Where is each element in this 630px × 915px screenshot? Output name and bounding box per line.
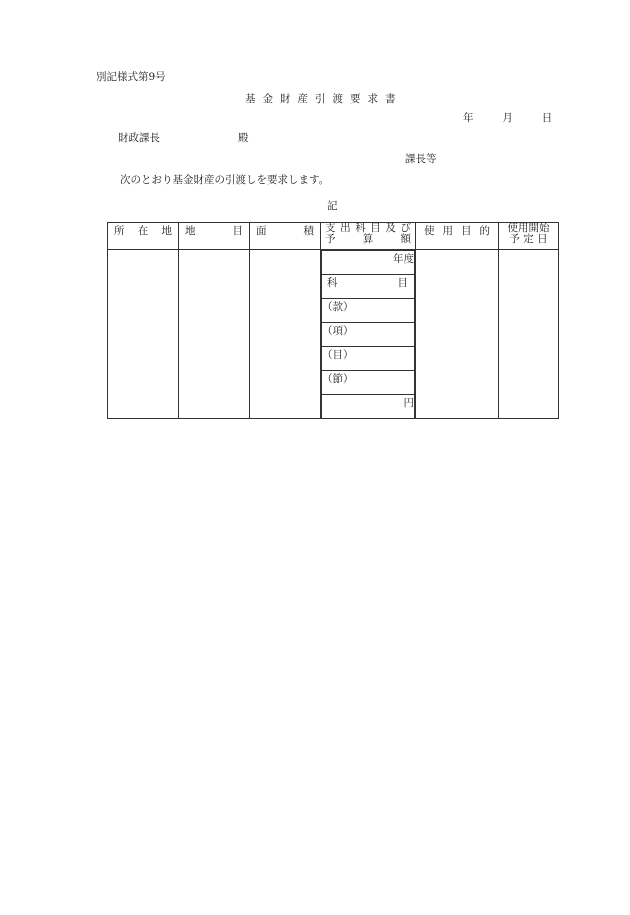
table-body-row bbox=[108, 250, 559, 419]
date-year: 年 bbox=[463, 112, 474, 124]
addressee: 財政課長 bbox=[118, 132, 160, 144]
ki-label: 記 bbox=[327, 200, 338, 212]
cell-start-date[interactable] bbox=[499, 250, 559, 419]
cell-purpose[interactable] bbox=[416, 250, 499, 419]
fiscal-year-row[interactable]: 年度 bbox=[322, 251, 415, 275]
table-header-row bbox=[108, 223, 559, 250]
body-text: 次のとおり基金財産の引渡しを要求します。 bbox=[120, 174, 330, 186]
honorific: 殿 bbox=[238, 132, 249, 144]
moku-row[interactable]: （目） bbox=[322, 347, 415, 371]
form-number: 別記様式第9号 bbox=[96, 71, 166, 83]
header-area: 面 積 bbox=[250, 223, 321, 250]
document-title: 基金財産引渡要求書 bbox=[245, 93, 403, 105]
header-land-category: 地 目 bbox=[179, 223, 250, 250]
header-purpose: 使 用 目 的 bbox=[416, 223, 499, 250]
request-table bbox=[107, 222, 559, 419]
kou-row[interactable]: （項） bbox=[322, 323, 415, 347]
header-location: 所 在 地 bbox=[108, 223, 179, 250]
cell-location[interactable] bbox=[108, 250, 179, 419]
date-line bbox=[463, 113, 552, 124]
header-start-date: 使用開始 予 定 日 bbox=[499, 223, 559, 250]
date-day: 日 bbox=[541, 112, 553, 124]
expenditure-subtable bbox=[321, 250, 415, 418]
cell-expenditure bbox=[321, 250, 416, 419]
setsu-row[interactable]: （節） bbox=[322, 371, 415, 395]
yen-row[interactable]: 円 bbox=[322, 395, 415, 419]
header-expenditure: 支 出 科 目 及 び 予 算 額 bbox=[321, 223, 416, 250]
kan-row[interactable]: （款） bbox=[322, 299, 415, 323]
cell-area[interactable] bbox=[250, 250, 321, 419]
cell-land-category[interactable] bbox=[179, 250, 250, 419]
date-month: 月 bbox=[502, 112, 513, 124]
item-row[interactable]: 科 目 bbox=[322, 275, 415, 299]
sender: 課長等 bbox=[405, 153, 437, 165]
